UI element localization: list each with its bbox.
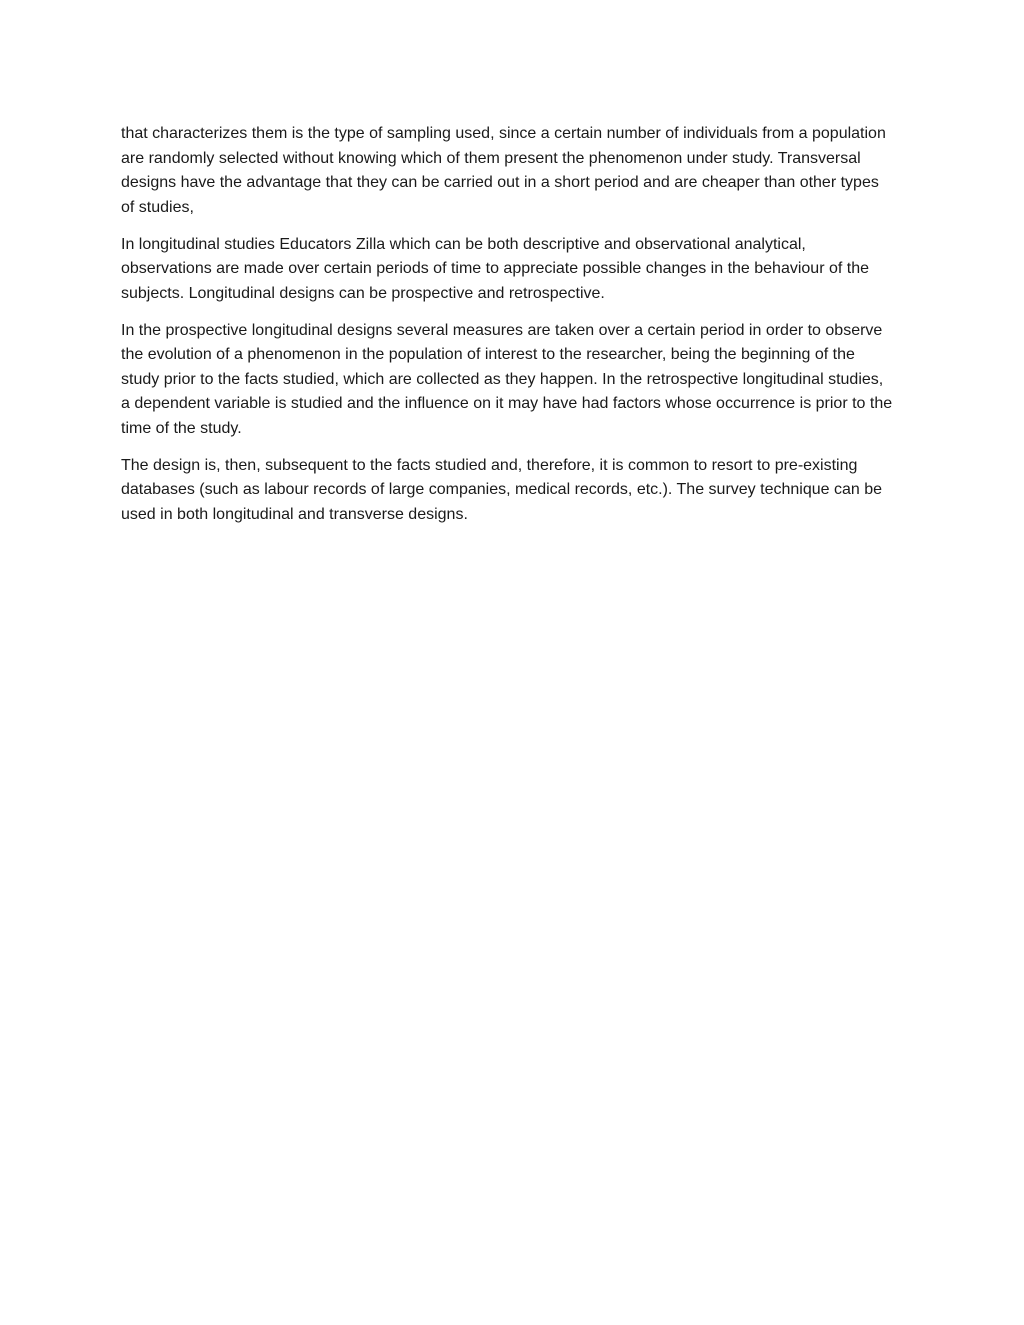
paragraph-design-subsequent: The design is, then, subsequent to the facts studied and, therefore, it is common to resort to pre-existing databases (such as labour records of large companies, medical records, etc.). The survey technique can be used in both longitudinal and transverse designs.	[121, 456, 882, 523]
paragraph-longitudinal-studies: In longitudinal studies Educators Zilla which can be both descriptive and observational analytical, observations are made over certain periods of time to appreciate possible changes in the behaviour of the subjects. Longitudinal designs can be prospective and retrospective.	[121, 235, 869, 302]
paragraph-sampling: that characterizes them is the type of sampling used, since a certain number of individuals from a population are randomly selected without knowing which of them present the phenomenon under study. Transversal designs have the advantage that they can be carried out in a short period and are cheaper than other types of studies,	[121, 125, 886, 216]
document-body	[121, 122, 896, 540]
paragraph-prospective-designs: In the prospective longitudinal designs several measures are taken over a certain period in order to observe the evolution of a phenomenon in the population of interest to the researcher, being the beginning of the study prior to the facts studied, which are collected as they happen. In the retrospective longitudinal studies, a dependent variable is studied and the influence on it may have had factors whose occurrence is prior to the time of the study.	[121, 321, 893, 437]
